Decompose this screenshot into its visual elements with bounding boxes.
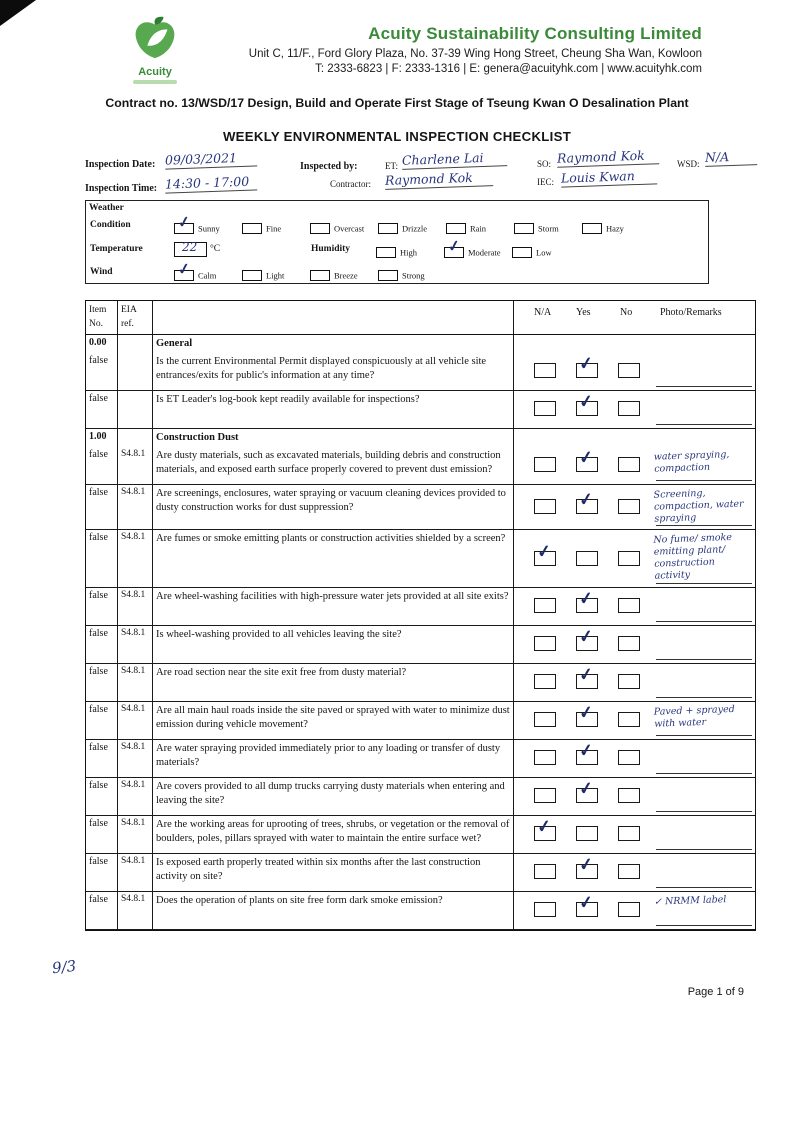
checkmark-icon: ✓ [176,260,192,279]
checklist-row [86,664,755,702]
na-checkbox[interactable] [534,457,556,472]
logo-tagline [133,80,177,84]
inspection-time-value: 14:30 - 17:00 [165,175,257,193]
wind-checkbox[interactable] [310,270,330,281]
temperature-value: 22 [182,240,198,254]
checkmark-icon: ✓ [577,854,595,876]
condition-checkbox[interactable] [310,223,330,234]
option-label: Moderate [468,247,501,258]
contractor-label: Contractor: [330,179,371,189]
remarks-blank-line [656,811,752,812]
question-text: Is ET Leader's log-book kept readily available for inspections? [156,393,420,405]
no-checkbox[interactable] [618,401,640,416]
remarks-blank-line [656,925,752,926]
contract-line: Contract no. 13/WSD/17 Design, Build and Operate First Stage of Tseung Kwan O Desalination Plant [105,96,689,110]
no-checkbox[interactable] [618,750,640,765]
checklist-row [86,353,755,391]
na-checkbox[interactable] [534,674,556,689]
yes-checkbox[interactable] [576,391,598,416]
temperature-label: Temperature [90,244,143,254]
na-checkbox[interactable] [534,816,556,841]
checklist-row [86,854,755,892]
humidity-checkbox[interactable] [444,237,464,258]
item-no: false [89,532,108,544]
checkmark-icon: ✓ [577,489,595,510]
item-no: false [89,627,108,639]
eia-ref: S4.8.1 [121,486,146,497]
na-checkbox[interactable] [534,788,556,803]
wind-option-light[interactable] [242,266,310,284]
checkmark-icon: ✓ [577,892,595,914]
remarks-handwriting: No fume/ smoke emitting plant/ construction activity [653,532,733,582]
eia-ref: S4.8.1 [121,855,146,866]
checklist-row [86,588,755,626]
no-checkbox[interactable] [618,551,640,566]
checklist-row [86,892,755,930]
remarks-blank-line [656,424,752,425]
na-checkbox[interactable] [534,712,556,727]
eia-ref: S4.8.1 [121,665,146,676]
option-label: Hazy [606,223,624,234]
option-label: High [400,247,417,258]
yes-checkbox[interactable] [576,854,598,879]
remarks-handwriting [654,392,751,395]
table-body [86,335,755,930]
yes-checkbox[interactable] [576,778,598,803]
logo-wordmark: Acuity [138,66,172,78]
humidity-option-high[interactable] [376,243,444,261]
eia-ref: S4.8.1 [121,893,146,904]
inspected-by-label: Inspected by: [300,161,358,172]
humidity-label: Humidity [311,244,351,254]
item-no: 0.00 [89,337,107,348]
checkmark-icon: ✓ [577,447,595,469]
wind-checkbox[interactable] [174,260,194,281]
table-header-row [86,301,755,335]
item-no: false [89,448,108,460]
question-text: Is wheel-washing provided to all vehicles leaving the site? [156,628,402,640]
remarks-handwriting [654,741,751,744]
condition-checkbox[interactable] [514,223,534,234]
eia-ref: S4.8.1 [121,703,146,714]
condition-checkbox[interactable] [582,223,602,234]
wind-option-strong[interactable] [378,266,446,284]
yes-checkbox[interactable] [576,353,598,378]
no-checkbox[interactable] [618,457,640,472]
checkmark-icon: ✓ [577,588,595,610]
option-label: Storm [538,223,559,234]
item-no: false [89,779,108,791]
condition-option-storm[interactable] [514,219,582,237]
condition-checkbox[interactable] [174,213,194,234]
inspection-date-value: 09/03/2021 [165,151,257,169]
checkmark-icon: ✓ [577,353,595,375]
remarks-handwriting [654,779,751,782]
eia-ref: S4.8.1 [121,817,146,828]
checklist-row [86,740,755,778]
temperature-unit: °C [210,244,221,254]
condition-option-drizzle[interactable] [378,219,446,237]
item-no: false [89,817,108,829]
so-label: SO: [537,159,552,169]
humidity-checkbox[interactable] [512,247,532,258]
checkmark-icon: ✓ [577,626,595,648]
question-text: Are covers provided to all dump trucks carrying dusty materials when entering and leaving the site? [156,780,505,806]
remarks-handwriting: ✓ NRMM label [653,894,727,908]
remarks-blank-line [656,697,752,698]
option-label: Fine [266,223,282,234]
checkmark-icon: ✓ [535,816,553,838]
remarks-blank-line [656,849,752,850]
na-checkbox[interactable] [534,540,556,566]
wind-option-calm[interactable] [174,260,242,284]
question-text: Are all main haul roads inside the site paved or sprayed with water to minimize dust emission during vehicle movement? [156,704,510,730]
yes-checkbox[interactable] [576,447,598,472]
no-checkbox[interactable] [618,363,640,378]
wind-options [174,260,446,284]
question-text: Is exposed earth properly treated within six months after the last construction activity on site? [156,856,481,882]
no-checkbox[interactable] [618,712,640,727]
eia-ref: S4.8.1 [121,448,146,459]
question-text: Are road section near the site exit free from dusty material? [156,666,407,678]
question-text: General [156,338,193,349]
no-checkbox[interactable] [618,902,640,917]
condition-option-rain[interactable] [446,219,514,237]
col-header-na: N/A [534,307,552,318]
remarks-handwriting: Screening, compaction, water spraying [653,487,744,525]
remarks-blank-line [656,735,752,736]
question-text: Are screenings, enclosures, water spraying or vacuum cleaning devices provided to dusty construction works for dust suppression? [156,487,506,513]
leaf-logo-icon [130,16,180,60]
temperature-field[interactable] [174,242,207,257]
option-label: Light [266,270,285,281]
condition-label: Condition [90,220,131,230]
checkmark-icon: ✓ [446,237,462,256]
no-checkbox[interactable] [618,826,640,841]
question-text: Are the working areas for uprooting of trees, shrubs, or vegetation or the removal of boulders, poles, pillars sprayed with water to maintain the entire surface wet? [156,818,510,844]
remarks-blank-line [656,621,752,622]
scan-corner-artifact [0,0,36,26]
na-checkbox[interactable] [534,598,556,613]
checklist-table [85,300,756,931]
inspection-info [85,147,757,199]
wind-option-breeze[interactable] [310,266,378,284]
na-checkbox[interactable] [534,636,556,651]
na-checkbox[interactable] [534,499,556,514]
option-label: Low [536,247,552,258]
condition-options [174,213,650,237]
yes-checkbox[interactable] [576,626,598,651]
col-header-item: Item No. [86,301,118,334]
no-checkbox[interactable] [618,864,640,879]
remarks-handwriting [654,627,751,630]
remarks-blank-line [656,887,752,888]
wind-label: Wind [90,267,113,277]
na-checkbox[interactable] [534,864,556,879]
col-header-question [153,301,514,334]
checklist-row [86,335,755,353]
na-checkbox[interactable] [534,750,556,765]
company-logo [124,16,186,84]
remarks-handwriting: water spraying, compaction [653,448,730,475]
weather-label: Weather [89,203,124,213]
company-address: Unit C, 11/F., Ford Glory Plaza, No. 37-39 Wing Hong Street, Cheung Sha Wan, Kowloon [248,48,702,60]
iec-label: IEC: [537,177,554,187]
checklist-row [86,391,755,429]
inspection-date-label: Inspection Date: [85,159,156,170]
remarks-handwriting [654,354,751,357]
yes-checkbox[interactable] [576,588,598,613]
yes-checkbox[interactable] [576,702,598,727]
no-checkbox[interactable] [618,598,640,613]
page-number: Page 1 of 9 [687,986,744,998]
yes-checkbox[interactable] [576,892,598,917]
checkmark-icon: ✓ [577,778,595,800]
item-no: false [89,486,108,498]
so-value: Raymond Kok [557,149,659,168]
eia-ref: S4.8.1 [121,589,146,600]
yes-checkbox[interactable] [576,489,598,514]
company-name: Acuity Sustainability Consulting Limited [368,24,702,43]
remarks-blank-line [656,773,752,774]
eia-ref: S4.8.1 [121,532,146,543]
remarks-blank-line [656,386,752,387]
no-checkbox[interactable] [618,674,640,689]
col-header-answers [514,301,755,334]
item-no: false [89,855,108,867]
checklist-row [86,702,755,740]
checklist-row [86,429,755,447]
eia-ref: S4.8.1 [121,741,146,752]
question-text: Are dusty materials, such as excavated materials, building debris and construction materials, and exposed earth surface properly covered to prevent dust emission? [156,449,501,475]
option-label: Strong [402,270,425,281]
et-label: ET: [385,161,399,171]
checklist-row [86,778,755,816]
option-label: Calm [198,270,217,281]
condition-checkbox[interactable] [378,223,398,234]
checkmark-icon: ✓ [577,740,595,762]
question-text: Does the operation of plants on site free form dark smoke emission? [156,894,443,906]
question-text: Are fumes or smoke emitting plants or construction activities shielded by a screen? [156,533,506,545]
yes-checkbox[interactable] [576,664,598,689]
checklist-row [86,485,755,531]
question-text: Construction Dust [156,431,239,443]
eia-ref: S4.8.1 [121,779,146,790]
eia-ref: S4.8.1 [121,627,146,638]
footer-handwritten-date: 9/3 [51,956,78,978]
col-header-remarks: Photo/Remarks [660,307,722,318]
remarks-handwriting [654,817,751,820]
option-label: Drizzle [402,223,428,234]
inspection-time-label: Inspection Time: [85,183,158,194]
wsd-value: N/A [705,150,757,167]
remarks-blank-line [656,659,752,660]
checkmark-icon: ✓ [577,702,595,724]
yes-checkbox[interactable] [576,826,598,841]
no-checkbox[interactable] [618,499,640,514]
condition-option-sunny[interactable] [174,213,242,237]
humidity-option-moderate[interactable] [444,237,512,261]
condition-option-fine[interactable] [242,219,310,237]
letterhead [249,24,702,75]
condition-option-hazy[interactable] [582,219,650,237]
document-title: WEEKLY ENVIRONMENTAL INSPECTION CHECKLIST [222,129,572,144]
yes-checkbox[interactable] [576,740,598,765]
contractor-value: Raymond Kok [385,171,493,190]
checkmark-icon: ✓ [535,540,553,562]
wsd-label: WSD: [677,159,700,169]
company-contact: T: 2333-6823 | F: 2333-1316 | E: genera@acuityhk.com | www.acuityhk.com [315,63,702,75]
wind-checkbox[interactable] [242,270,262,281]
option-label: Breeze [334,270,358,281]
weather-section [85,200,709,284]
no-checkbox[interactable] [618,788,640,803]
question-text: Is the current Environmental Permit displayed conspicuously at all vehicle site entrances/exits for public's information at any time? [156,355,487,381]
humidity-checkbox[interactable] [376,247,396,258]
humidity-options [376,237,580,261]
checklist-row [86,626,755,664]
item-no: false [89,703,108,715]
item-no: false [89,354,108,366]
item-no: false [89,589,108,601]
checkmark-icon: ✓ [176,213,192,232]
condition-checkbox[interactable] [242,223,262,234]
item-no: false [89,392,108,404]
checklist-row [86,816,755,854]
na-checkbox[interactable] [534,401,556,416]
no-checkbox[interactable] [618,636,640,651]
condition-checkbox[interactable] [446,223,466,234]
remarks-blank-line [656,480,752,481]
question-text: Are wheel-washing facilities with high-pressure water jets provided at all site exits? [156,590,509,602]
checkmark-icon: ✓ [577,664,595,686]
item-no: false [89,893,108,905]
remarks-handwriting [654,589,751,592]
item-no: false [89,741,108,753]
option-label: Sunny [198,223,220,234]
checklist-row [86,530,755,588]
iec-value: Louis Kwan [561,169,657,187]
option-label: Overcast [334,223,365,234]
col-header-eia: EIA ref. [118,301,153,334]
wind-checkbox[interactable] [378,270,398,281]
na-checkbox[interactable] [534,902,556,917]
col-header-yes: Yes [576,307,591,318]
question-text: Are water spraying provided immediately prior to any loading or transfer of dusty materials? [156,742,501,768]
col-header-no: No [620,307,633,318]
item-no: 1.00 [89,430,107,442]
humidity-option-low[interactable] [512,243,580,261]
remarks-handwriting [654,665,751,668]
remarks-handwriting: Paved + sprayed with water [653,703,735,730]
checklist-row [86,447,755,485]
et-value: Charlene Lai [402,151,507,170]
remarks-blank-line [656,525,752,526]
remarks-blank-line [656,583,752,584]
remarks-handwriting [654,855,751,858]
na-checkbox[interactable] [534,363,556,378]
condition-option-overcast[interactable] [310,219,378,237]
yes-checkbox[interactable] [576,551,598,566]
checkmark-icon: ✓ [577,391,595,413]
item-no: false [89,665,108,677]
option-label: Rain [470,223,487,234]
